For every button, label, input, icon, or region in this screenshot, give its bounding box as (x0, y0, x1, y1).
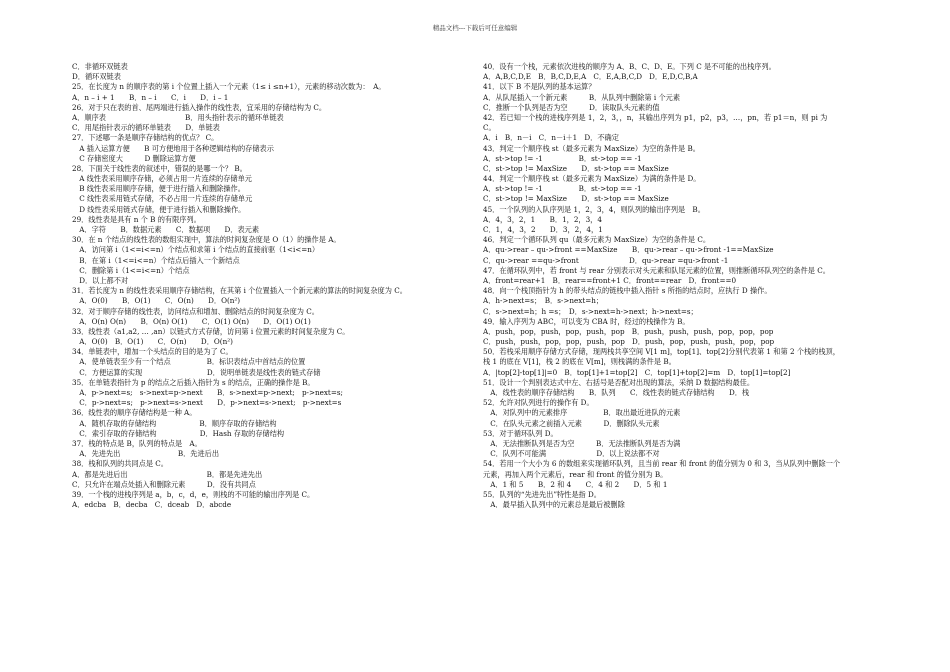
text-line: C．s->next=h；h =s； D．s->next=h->next；h->next=s； (483, 306, 698, 316)
text-line: A．线性表的顺序存储结构 B．队列 C．线性表的链式存储结构 D．栈 (483, 388, 750, 397)
text-line: 27．下述哪一条是顺序存储结构的优点？ C。 (72, 133, 219, 143)
text-line: A 线性表采用顺序存储，必须占用一片连续的存储单元 (72, 174, 252, 184)
text-line: 25．在长度为 n 的顺序表的第 i 个位置上插入一个元素（1≤ i ≤n+1），元素的移动次数为： A。 (72, 82, 386, 92)
text-line: A．顺序表 B．用头指针表示的循环单链表 (72, 112, 284, 122)
text-line: A．|top[2]-top[1]|=0 B．top[1]+1=top[2] C．top[1]+top[2]=m D．top[1]=top[2] (483, 367, 791, 377)
text-line: C．非循环双链表 (72, 62, 128, 71)
text-line: 50．若栈采用顺序存储方式存储，现两栈共享空间 V[1 m]，top[1]、top[2]分别代表第 1 和第 2 个栈的栈顶， (483, 347, 840, 357)
text-line: A．O(0) B．O(1) C．O(n) D．O(n²) (72, 296, 241, 306)
text-line: C．用尾指针表示的循环单链表 D．单链表 (72, 123, 220, 133)
text-line: C 存储密度大 D 删除运算方便 (72, 153, 196, 163)
text-line: C．删除第 i（1<=i<=n）个结点 (72, 265, 190, 275)
text-line: 34．单链表中，增加一个头结点的目的是为了 C。 (72, 347, 233, 357)
text-line: 45．一个队列的入队序列是 1，2，3，4，则队列的输出序列是 B。 (483, 204, 705, 214)
text-line: C。 (483, 123, 496, 133)
text-line: A．对队列中的元素排序 B．取出最近进队的元素 (483, 408, 681, 418)
text-line: 37．栈的特点是 B，队列的特点是 A。 (72, 438, 202, 448)
text-line: 31．若长度为 n 的线性表采用顺序存储结构，在其第 i 个位置插入一个新元素的算法的时间复杂度为 C。 (72, 286, 407, 296)
text-line: C．队列不可能满 D．以上说法都不对 (483, 449, 660, 459)
text-line: A．最早插入队列中的元素总是最后被删除 (483, 500, 625, 510)
text-line: A．使单链表至少有一个结点 B．标识表结点中首结点的位置 (72, 357, 306, 367)
text-line: 44．判定一个顺序栈 st（最多元素为 MaxSize）为满的条件是 D。 (483, 174, 701, 184)
text-line: 26．对于只在表的首、尾两端进行插入操作的线性表，宜采用的存储结构为 C。 (72, 102, 327, 112)
text-line: 42．若已知一个栈的进栈序列是 1，2，3，，n，其输出序列为 p1，p2，p3，…，pn，若 p1＝n，则 pi 为 (483, 112, 828, 122)
text-line: C．push，push，pop，pop，push，pop D．push，pop，push，push，pop，pop (483, 337, 775, 347)
text-line: A．从队尾插入一个新元素 B．从队列中删除第 i 个元素 (483, 92, 681, 102)
text-line: 38．栈和队列的共同点是 C。 (72, 459, 168, 469)
text-line: A．都是先进后出 B．都是先进先出 (72, 469, 263, 479)
text-line: D．以上都不对 (72, 275, 129, 285)
text-line: A 插入运算方便 B 可方便地用于各种逻辑结构的存储表示 (72, 143, 274, 153)
text-line: 55．队列的“先进先出”特性是指 D。 (483, 489, 601, 499)
text-line: 28．下面关于线性表的叙述中，错误的是哪一个？ B。 (72, 163, 247, 173)
text-line: 栈 1 的底在 V[1]，栈 2 的底在 V[m]，则栈满的条件是 B。 (483, 357, 676, 367)
text-line: C．p->next=s; p->next=s->next D．p->next=s->next; p->next=s (72, 398, 342, 408)
text-line: A．访问第 i（1<=i<=n）个结点和求第 i 个结点的直接前驱（1<i<=n） (72, 245, 320, 255)
text-line: A．h->next=s； B．s->next=h； (483, 296, 604, 306)
text-line: 52．允许对队列进行的操作有 D。 (483, 398, 594, 408)
text-line: 48．向一个栈顶指针为 h 的带头结点的链栈中插入指针 s 所指的结点时，应执行 D 操作。 (483, 286, 772, 296)
text-line: A．随机存取的存储结构 B．顺序存取的存储结构 (72, 418, 277, 428)
text-line: 46．判定一个循环队列 qu（最多元素为 MaxSize）为空的条件是 C。 (483, 235, 711, 245)
text-line: A．st->top != -1 B．st->top == -1 (483, 153, 642, 163)
text-line: 43．判定一个顺序栈 st（最多元素为 MaxSize）为空的条件是 B。 (483, 143, 700, 153)
left-column (72, 62, 462, 510)
text-line: C．st->top != MaxSize D．st->top == MaxSize (483, 194, 669, 204)
text-line: A．st->top != -1 B．st->top == -1 (483, 184, 642, 194)
text-line: 40．设有一个栈，元素依次进栈的顺序为 A、B、C、D、E。下列 C 是不可能的出栈序列。 (483, 62, 776, 71)
page-header: 精品文档---下载后可任意编辑 (432, 24, 518, 32)
text-line: A．front=rear+1 B．rear==front+1 C．front==rear D．front==0 (483, 275, 737, 285)
text-line: A．n – i + 1 B．n – i C．i D．i – 1 (72, 92, 229, 102)
text-line: C．qu->rear ==qu->front D．qu->rear =qu->front -1 (483, 255, 729, 265)
text-line: 47．在循环队列中，若 front 与 rear 分别表示对头元素和队尾元素的位置，则推断循环队列空的条件是 C。 (483, 265, 830, 275)
text-line: D．循环双链表 (72, 72, 121, 82)
text-line: C．索引存取的存储结构 D．Hash 存取的存储结构 (72, 428, 285, 438)
text-line: 54．若用一个大小为 6 的数组来实现循环队列，且当前 rear 和 front 的值分别为 0 和 3，当从队列中删除一个 (483, 459, 841, 469)
text-line: 元素，再加入两个元素后，rear 和 front 的值分别为 B。 (483, 469, 668, 479)
text-line: C．st->top != MaxSize D．st->top == MaxSize (483, 163, 669, 173)
text-line: A．O(0) B．O(1) C．O(n) D．O(n²) (72, 337, 233, 347)
text-line: A．qu->rear – qu->front ==MaxSize B．qu->rear – qu->front -1==MaxSize (483, 245, 774, 255)
text-line: A．无法推断队列是否为空 B．无法推断队列是否为满 (483, 438, 681, 448)
text-line: A．O(n) O(n) B．O(n) O(1) C．O(1) O(n) D．O(1) O(1) (72, 316, 311, 326)
text-line: C．在队头元素之前插入元素 D．删除队头元素 (483, 418, 660, 428)
text-line: C．只允许在端点处插入和删除元素 D．没有共同点 (72, 479, 256, 489)
text-line: A．p->next=s; s->next=p->next B．s->next=p->next; p->next=s; (72, 388, 343, 397)
text-line: A．1 和 5 B．2 和 4 C．4 和 2 D．5 和 1 (483, 479, 668, 489)
text-line: A．edcba B．decba C．dceab D．abcde (72, 500, 232, 510)
text-line: B．在第 i（1<=i<=n）个结点后插入一个新结点 (72, 255, 240, 265)
text-line: 32．对于顺序存储的线性表，访问结点和增加、删除结点的时间复杂度为 C。 (72, 306, 319, 316)
text-line: 41．以下 B 不是队列的基本运算？ (483, 82, 596, 92)
text-line: 39．一个栈的进栈序列是 a，b，c，d，e，则栈的不可能的输出序列是 C。 (72, 489, 315, 499)
text-line: 49．输入序列为 ABC，可以变为 CBA 时，经过的栈操作为 B。 (483, 316, 690, 326)
text-line: C．1，4，3，2 D．3，2，4，1 (483, 225, 603, 234)
text-line: 35．在单链表指针为 p 的结点之后插入指针为 s 的结点，正确的操作是 B。 (72, 377, 315, 387)
text-line: 53．对于循环队列 D。 (483, 428, 558, 438)
text-line: B 线性表采用顺序存储，便于进行插入和删除操作。 (72, 184, 245, 194)
text-line: D 线性表采用链式存储，便于进行插入和删除操作。 (72, 204, 246, 214)
text-line: A．A,B,C,D,E B．B,C,D,E,A C．E,A,B,C,D D．E,D,C,B,A (483, 72, 698, 82)
text-line: 36．线性表的顺序存储结构是一种 A。 (72, 408, 197, 418)
text-line: A．i B．n－i C．n－i＋1 D．不确定 (483, 133, 619, 143)
text-line: A．先进先出 B．先进后出 (72, 449, 220, 459)
text-line: 29．线性表是具有 n 个 B 的有限序列。 (72, 214, 201, 224)
text-line: C．方便运算的实现 D．说明单链表是线性表的链式存储 (72, 367, 321, 377)
text-line: 51．设计一个判别表达式中左、右括号是否配对出现的算法，采纳 D 数据结构最佳。 (483, 377, 755, 387)
text-line: A．4，3，2，1 B．1，2，3，4 (483, 214, 602, 224)
text-line: C 线性表采用链式存储，不必占用一片连续的存储单元 (72, 194, 253, 204)
text-line: 30．在 n 个结点的线性表的数组实现中，算法的时间复杂度是 O（1）的操作是 A。 (72, 235, 341, 245)
text-line: A．push，pop，push，pop，push，pop B．push，push，push，pop，pop，pop (483, 326, 774, 336)
text-line: A．字符 B．数据元素 C．数据项 D．表元素 (72, 225, 260, 234)
text-line: C．推断一个队列是否为空 D．读取队头元素的值 (483, 102, 660, 112)
text-line: 33．线性表（a1,a2, … ,an）以链式方式存储，访问第 i 位置元素的时间复杂度为 C。 (72, 326, 350, 336)
right-column (483, 62, 873, 510)
